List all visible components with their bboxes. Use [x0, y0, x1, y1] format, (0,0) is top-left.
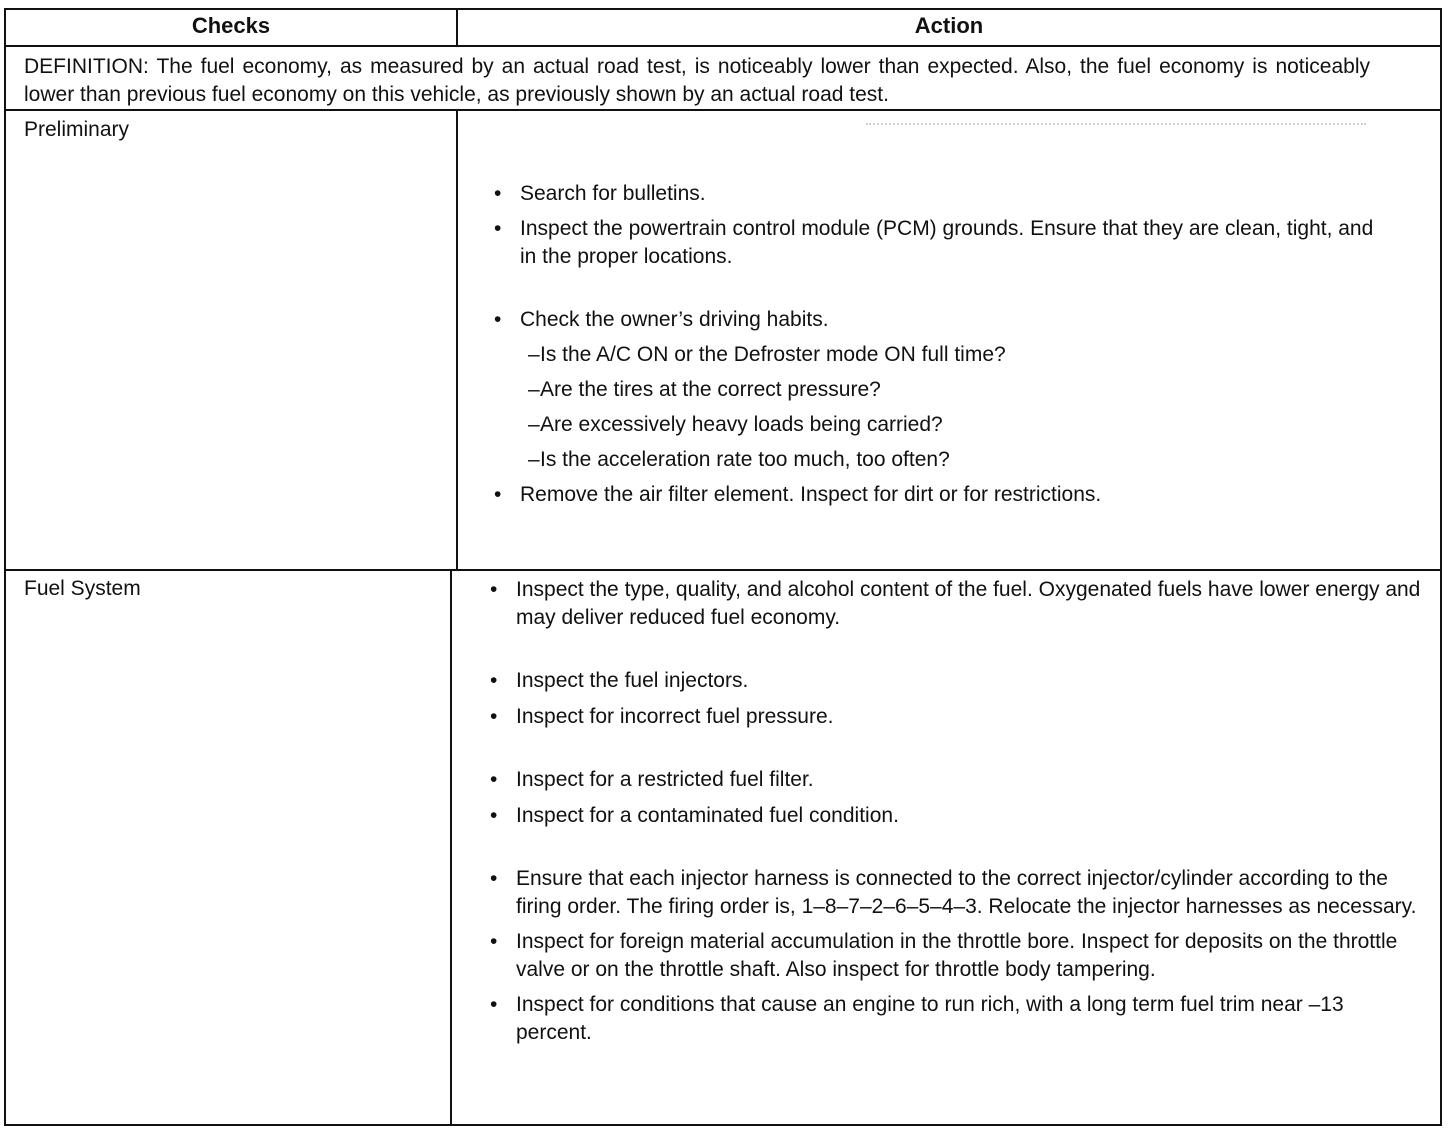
definition-text: DEFINITION: The fuel economy, as measured by an actual road test, is noticeably lower than expected. Also, the fuel economy is noticeably lower than previous fuel economy on this vehicle, as previously shown by an actual road test.: [24, 55, 1370, 106]
header-divider: [6, 45, 1440, 47]
list-item: [494, 180, 1384, 208]
check-label-preliminary: Preliminary: [24, 118, 130, 141]
checks-column-header: Checks: [191, 13, 271, 38]
bullet-icon: •: [490, 669, 498, 692]
bullet-icon: •: [490, 705, 498, 728]
dash-icon: –: [528, 413, 540, 436]
list-item: [490, 766, 1425, 794]
fuel-system-actions: [490, 576, 1425, 1047]
sub-list-item: [494, 376, 1384, 404]
definition-divider: [6, 109, 1440, 111]
list-item: [490, 991, 1425, 1047]
bullet-icon: •: [490, 578, 498, 601]
bullet-icon: •: [494, 308, 502, 331]
list-item: [490, 703, 1425, 731]
action-text: Inspect the powertrain control module (PCM) grounds. Ensure that they are clean, tight, and in the proper locations.: [520, 217, 1374, 268]
fuel-system-column-divider: [450, 569, 452, 1126]
list-item: [490, 576, 1425, 632]
list-item: [490, 802, 1425, 830]
sub-action-text: Is the acceleration rate too much, too often?: [540, 448, 950, 471]
list-item: [490, 667, 1425, 695]
action-text: Search for bulletins.: [520, 182, 706, 205]
action-text: Check the owner’s driving habits.: [520, 308, 829, 331]
action-text: Inspect the type, quality, and alcohol content of the fuel. Oxygenated fuels have lower energy and may deliver reduced fuel economy.: [516, 578, 1421, 629]
list-item: [494, 306, 1384, 334]
bullet-icon: •: [490, 993, 498, 1016]
row-divider: [6, 569, 1440, 571]
dash-icon: –: [528, 378, 540, 401]
action-text: Inspect for a restricted fuel filter.: [516, 768, 814, 791]
bullet-icon: •: [490, 804, 498, 827]
dash-icon: –: [528, 448, 540, 471]
bullet-icon: •: [494, 217, 502, 240]
dash-icon: –: [528, 343, 540, 366]
action-text: Ensure that each injector harness is connected to the correct injector/cylinder according to the firing order. The firing order is, 1–8–7–2–6–5–4–3. Relocate the injector harnesses as necessary.: [516, 867, 1417, 918]
action-column-header: Action: [914, 13, 984, 38]
action-text: Remove the air filter element. Inspect for dirt or for restrictions.: [520, 483, 1102, 506]
sub-list-item: [494, 411, 1384, 439]
sub-action-text: Are excessively heavy loads being carried?: [540, 413, 943, 436]
preliminary-actions: [494, 180, 1384, 509]
sub-list-item: [494, 446, 1384, 474]
bullet-icon: •: [494, 483, 502, 506]
action-text: Inspect the fuel injectors.: [516, 669, 749, 692]
list-item: [494, 215, 1384, 271]
sub-action-text: Are the tires at the correct pressure?: [540, 378, 881, 401]
diagnostic-table: [4, 8, 1442, 1126]
sub-action-text: Is the A/C ON or the Defroster mode ON full time?: [540, 343, 1006, 366]
faded-print-artifact: [866, 123, 1366, 129]
list-item: [490, 928, 1425, 984]
action-text: Inspect for a contaminated fuel condition.: [516, 804, 899, 827]
sub-list-item: [494, 341, 1384, 369]
list-item: [494, 481, 1384, 509]
action-text: Inspect for incorrect fuel pressure.: [516, 705, 834, 728]
bullet-icon: •: [490, 867, 498, 890]
action-text: Inspect for conditions that cause an engine to run rich, with a long term fuel trim near –13 percent.: [516, 993, 1344, 1044]
check-label-fuel-system: Fuel System: [24, 577, 141, 600]
bullet-icon: •: [494, 182, 502, 205]
list-item: [490, 865, 1425, 921]
action-text: Inspect for foreign material accumulation in the throttle bore. Inspect for deposits on the throttle valve or on the throttle shaft. Also inspect for throttle body tampering.: [516, 930, 1398, 981]
bullet-icon: •: [490, 768, 498, 791]
bullet-icon: •: [490, 930, 498, 953]
preliminary-column-divider: [456, 109, 458, 569]
